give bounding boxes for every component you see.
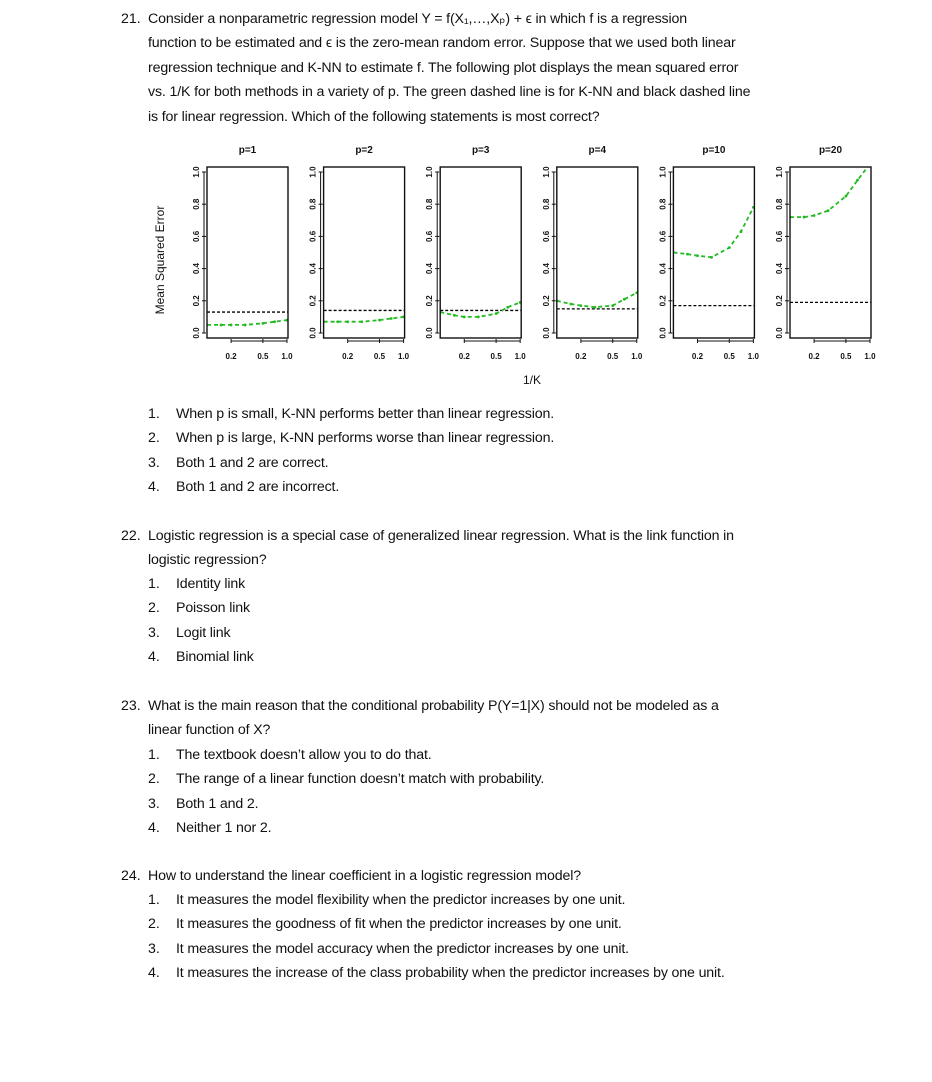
y-tick-label: 0.2 [541,295,551,307]
y-tick-label: 1.0 [541,166,551,178]
option-number: 2. [148,430,160,447]
y-tick-label: 0.6 [425,230,435,242]
option-text: It measures the increase of the class probability when the predictor increases by one unit. [176,965,725,982]
y-axis-label: Mean Squared Error [153,205,167,315]
question-text-line: logistic regression? [148,552,267,569]
option-text: It measures the goodness of fit when the predictor increases by one unit. [176,916,622,933]
option-number: 2. [148,771,160,788]
y-tick-label: 0.2 [192,295,201,307]
panel-frame [324,167,405,338]
x-tick-label: 0.2 [575,352,587,361]
y-tick-label: 0.4 [308,263,318,275]
knn-point [346,320,349,323]
x-tick-label: 0.5 [607,352,619,361]
y-tick-label: 0.4 [775,263,784,275]
option-text: It measures the model accuracy when the predictor increases by one unit. [176,940,629,957]
knn-point [453,314,456,317]
knn-point [803,216,806,219]
y-tick-label: 0.6 [541,230,551,242]
y-tick-label: 1.0 [192,166,201,178]
question-number: 23. [121,698,141,714]
question-text-line: function to be estimated and ϵ is the zero-mean random error. Suppose that we used both linear [148,35,736,52]
knn-point [261,322,264,325]
question-text-line: linear function of X? [148,722,271,739]
y-tick-label: 0.4 [541,263,551,275]
knn-point [378,319,381,322]
y-tick-label: 0.8 [541,198,551,210]
panel-frame [673,167,754,338]
y-tick-label: 1.0 [658,166,668,178]
question-text-line: Consider a nonparametric regression model Y = f(X₁,…,Xₚ) + ϵ in which f is a regression [148,11,687,27]
question-text-line: vs. 1/K for both methods in a variety of p. The green dashed line is for K-NN and black dashed line [148,84,751,101]
panel-frame [790,167,871,338]
x-tick-label: 0.2 [808,352,820,361]
option-number: 3. [148,454,160,471]
y-tick-label: 0.4 [192,263,201,275]
knn-point [728,246,731,249]
option-number: 3. [148,940,160,957]
option-number: 4. [148,649,160,666]
y-tick-label: 0.8 [658,198,668,210]
option-number: 4. [148,479,160,496]
y-tick-label: 0.8 [308,198,318,210]
y-tick-label: 0.0 [192,327,201,339]
x-tick-label: 0.5 [840,352,852,361]
option-text: Both 1 and 2 are correct. [176,454,329,471]
option-text: The textbook doesn’t allow you to do that. [176,747,432,763]
x-tick-label: 0.5 [373,352,386,361]
y-tick-label: 1.0 [775,166,784,178]
y-tick-label: 0.4 [658,263,668,275]
knn-point [844,195,847,198]
panel-title: p=20 [818,145,843,156]
option-text: Both 1 and 2. [176,795,259,812]
panel-title: p=2 [355,145,373,156]
question-number: 22. [121,528,141,544]
option-number: 1. [148,406,160,422]
option-number: 2. [148,916,160,933]
panel-title: p=1 [238,145,257,156]
y-tick-label: 0.8 [425,198,435,210]
x-tick-label: 0.5 [490,352,502,361]
y-tick-label: 0.0 [425,327,435,339]
option-text: Logit link [176,624,231,641]
knn-line [440,302,520,317]
option-number: 1. [148,892,160,908]
option-number: 1. [148,576,160,592]
option-text: Binomial link [176,649,254,666]
x-tick-label: 1.0 [631,352,643,361]
knn-point [594,306,597,309]
question-number: 24. [121,868,141,884]
mse-vs-1-over-k-chart [0,0,932,400]
panel-title: p=3 [471,145,490,156]
option-text: Neither 1 nor 2. [176,820,272,837]
knn-point [273,320,276,323]
knn-point [336,320,339,323]
y-tick-label: 0.2 [775,295,784,307]
knn-point [495,312,498,315]
knn-point [813,214,816,217]
knn-point [579,304,582,307]
question-text-line: How to understand the linear coefficient in a logistic regression model? [148,868,581,884]
y-tick-label: 0.6 [775,230,784,242]
knn-point [569,303,572,306]
option-number: 3. [148,795,160,812]
knn-point [623,298,626,301]
knn-line [790,164,870,217]
knn-point [477,316,480,319]
knn-point [686,253,689,256]
knn-point [696,254,699,257]
question-text-line: Logistic regression is a special case of generalized linear regression. What is the link function in [148,528,734,544]
option-number: 2. [148,600,160,617]
knn-point [740,230,743,233]
knn-point [360,320,363,323]
x-tick-label: 1.0 [514,352,526,361]
knn-point [244,324,247,327]
x-tick-label: 1.0 [864,352,876,361]
y-tick-label: 0.8 [192,198,201,210]
knn-point [230,324,233,327]
y-tick-label: 0.8 [775,198,784,210]
knn-point [220,324,223,327]
y-tick-label: 0.2 [658,295,668,307]
x-axis-label: 1/K [522,373,542,387]
option-text: Poisson link [176,600,250,617]
knn-point [506,306,509,309]
y-tick-label: 0.2 [425,295,435,307]
option-text: The range of a linear function doesn’t match with probability. [176,771,545,788]
knn-point [390,317,393,320]
panel-frame [440,167,521,338]
y-tick-label: 0.6 [658,230,668,242]
option-text: When p is large, K-NN performs worse than linear regression. [176,430,555,447]
y-tick-label: 0.6 [308,230,318,242]
y-tick-label: 0.6 [192,230,201,242]
x-tick-label: 0.5 [257,352,269,361]
panel-title: p=10 [702,145,726,156]
x-tick-label: 1.0 [281,352,293,361]
option-text: Both 1 and 2 are incorrect. [176,479,340,496]
x-tick-label: 0.2 [691,352,704,361]
x-tick-label: 1.0 [747,352,759,361]
y-tick-label: 0.2 [308,295,318,307]
question-text-line: is for linear regression. Which of the following statements is most correct? [148,108,600,125]
y-tick-label: 0.4 [425,263,435,275]
question-text-line: What is the main reason that the conditional probability P(Y=1|X) should not be modeled as a [148,698,719,714]
y-tick-label: 1.0 [308,166,318,178]
option-text: When p is small, K-NN performs better than linear regression. [176,406,555,422]
x-tick-label: 0.2 [458,352,470,361]
option-number: 4. [148,820,160,837]
option-number: 4. [148,965,160,982]
question-text-line: regression technique and K-NN to estimate f. The following plot displays the mean squared error [148,59,739,76]
panel-frame [557,167,638,338]
option-number: 1. [148,747,160,763]
y-tick-label: 0.0 [308,327,318,339]
option-text: Identity link [176,576,246,592]
knn-point [611,304,614,307]
knn-point [856,179,859,182]
x-tick-label: 0.5 [723,352,735,361]
option-number: 3. [148,624,160,641]
panel-title: p=4 [588,145,607,156]
y-tick-label: 0.0 [775,327,784,339]
y-tick-label: 0.0 [541,327,551,339]
x-tick-label: 0.2 [342,352,354,361]
y-tick-label: 1.0 [425,166,435,178]
x-tick-label: 0.2 [225,352,237,361]
option-text: It measures the model flexibility when the predictor increases by one unit. [176,892,626,908]
question-number: 21. [121,11,141,27]
knn-point [827,209,830,212]
y-tick-label: 0.0 [658,327,668,339]
knn-point [710,256,713,259]
knn-point [463,316,466,319]
x-tick-label: 1.0 [398,352,410,361]
